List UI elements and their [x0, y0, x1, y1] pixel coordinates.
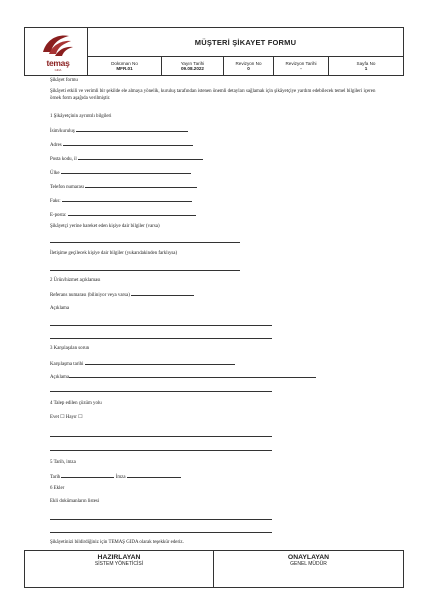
- form-label: Şikâyet formu: [50, 78, 78, 83]
- prepared-name: SİSTEM YÖNETİCİSİ: [94, 561, 144, 567]
- meta-label: Revizyon No: [235, 60, 262, 66]
- fill-line[interactable]: [62, 197, 192, 202]
- field-date-signature[interactable]: [50, 473, 181, 481]
- field-label: Karşılaşma tarihi: [50, 362, 84, 367]
- fill-line[interactable]: [61, 169, 191, 174]
- brand-name: temaş: [46, 58, 70, 68]
- thanks-note: Şikâyetinizi bildirdiğiniz için TEMAŞ GIDA olarak teşekkür ederiz.: [50, 540, 184, 545]
- field-representative-label: Şikâyetçi yerine hareket eden kişiye dair bilgiler (varsa): [50, 224, 160, 229]
- field-label: Faks:: [50, 199, 61, 204]
- fill-line-attachments-a[interactable]: [50, 519, 272, 520]
- meta-page-no: [329, 57, 403, 75]
- field-description-2-label: Açıklama: [50, 306, 70, 311]
- yes-no-checkboxes[interactable]: Evet ☐ Hayır ☐: [50, 415, 83, 420]
- fill-line[interactable]: [131, 291, 194, 296]
- fill-line-signature[interactable]: [127, 473, 181, 478]
- field-contact-label: İletişime geçilecek kişiye dair bilgiler (yukarıdakinden farklıysa): [50, 251, 178, 256]
- field-reference[interactable]: [50, 291, 194, 299]
- approved-by: [214, 551, 403, 587]
- meta-label: Revizyon Tarihi: [285, 60, 317, 66]
- section-1-title: 1 Şikâyetçinin ayrıntılı bilgileri: [50, 114, 112, 119]
- field-postal[interactable]: [50, 155, 203, 163]
- field-label: Ülke: [50, 171, 60, 176]
- fill-line[interactable]: [78, 155, 203, 160]
- prepared-role: HAZIRLAYAN: [97, 554, 141, 561]
- meta-value: 09.08.2022: [181, 66, 204, 71]
- fill-line[interactable]: [63, 141, 193, 146]
- fill-line[interactable]: [76, 127, 188, 132]
- approval-table: [24, 550, 404, 588]
- fill-line[interactable]: [69, 373, 316, 378]
- fill-line-description-2b[interactable]: [50, 338, 272, 339]
- fill-line-representative[interactable]: [50, 242, 240, 243]
- field-label: İmza: [115, 475, 126, 480]
- field-country[interactable]: [50, 169, 191, 177]
- field-label: E-posta:: [50, 213, 67, 218]
- logo-cell: [25, 28, 88, 75]
- approved-name: GENEL MÜDÜR: [290, 561, 327, 567]
- section-6-title: 6 Ekler: [50, 486, 65, 491]
- field-phone[interactable]: [50, 183, 197, 191]
- prepared-by: [25, 551, 214, 587]
- meta-revision-date: [274, 57, 329, 75]
- field-label: Referans numarası (biliniyor veya varsa): [50, 293, 130, 298]
- fill-line[interactable]: [68, 211, 196, 216]
- brand-subtitle: GIDA: [54, 68, 62, 72]
- section-2-title: 2 Ürün/hizmet açıklaması: [50, 278, 101, 283]
- field-name[interactable]: [50, 127, 188, 135]
- field-address[interactable]: [50, 141, 193, 149]
- fill-line-contact[interactable]: [50, 270, 240, 271]
- field-encounter-date[interactable]: [50, 360, 235, 368]
- form-title: MÜŞTERİ ŞİKAYET FORMU: [88, 28, 403, 57]
- fill-line[interactable]: [85, 360, 235, 365]
- fill-line[interactable]: [85, 183, 197, 188]
- field-email[interactable]: [50, 211, 196, 219]
- fill-line-attachments-b[interactable]: [50, 532, 272, 533]
- approved-role: ONAYLAYAN: [287, 554, 330, 561]
- meta-label: Doküman No: [111, 60, 138, 66]
- meta-label: Sayfa No: [356, 60, 376, 66]
- fill-line-solution-a[interactable]: [50, 436, 272, 437]
- field-label: Adres: [50, 143, 62, 148]
- section-3-title: 3 Karşılaşılan sorun: [50, 346, 90, 351]
- field-label: İsim/kuruluş: [50, 129, 75, 134]
- meta-doc-no: [88, 57, 162, 75]
- field-label: Telefon numarası: [50, 185, 85, 190]
- meta-revision-no: [224, 57, 274, 75]
- field-label: Tarih: [50, 475, 61, 480]
- intro-paragraph: Şikâyeti etkili ve verimli bir şekilde ele almaya yönelik, kuruluş tarafından istenen önemli detayları sağlamak için şikâyetçiye yardım edebilecek temel bilgileri içeren örnek form aşağıda verilmiştir.: [50, 89, 376, 101]
- field-fax[interactable]: [50, 197, 192, 205]
- meta-publish-date: [162, 57, 224, 75]
- meta-label: Yayın Tarihi: [180, 60, 205, 66]
- field-attachments-label: Ekli dokümanların listesi: [50, 499, 100, 504]
- field-description-3[interactable]: [50, 373, 316, 381]
- fill-line-solution-b[interactable]: [50, 450, 272, 451]
- meta-value: -: [300, 66, 302, 71]
- fill-line-date[interactable]: [61, 473, 114, 478]
- fill-line-description-3b[interactable]: [50, 391, 272, 392]
- field-label: Açıklama: [50, 375, 70, 380]
- meta-value: 1: [364, 66, 368, 71]
- meta-value: MFR.01: [116, 66, 133, 71]
- meta-value: 0: [247, 66, 250, 71]
- fill-line-description-2a[interactable]: [50, 325, 272, 326]
- document-header: [24, 27, 404, 76]
- document-meta: [88, 57, 403, 75]
- section-4-title: 4 Talep edilen çözüm yolu: [50, 401, 102, 406]
- field-label: Posta kodu, il: [50, 157, 77, 162]
- brand-logo-icon: [39, 32, 75, 58]
- section-5-title: 5 Tarih, imza: [50, 460, 76, 465]
